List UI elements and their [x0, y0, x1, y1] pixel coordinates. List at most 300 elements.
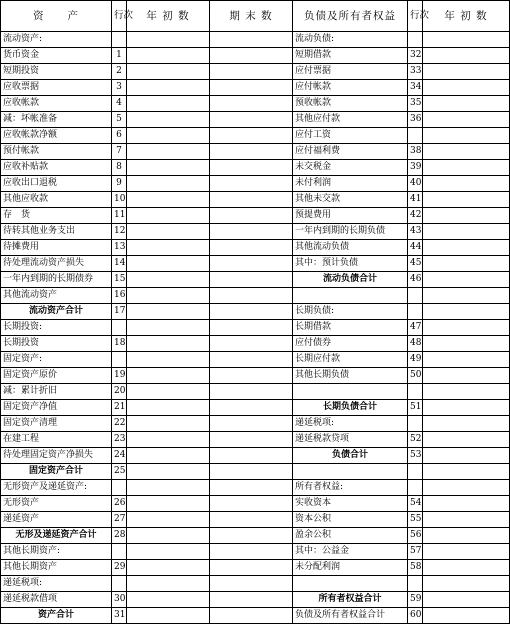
liability-item-label: 长期负债合计	[293, 400, 408, 416]
liability-item-label: 其中：公益金	[293, 544, 408, 560]
asset-item-label: 固定资产清理	[1, 416, 112, 432]
liability-begin-amount	[423, 592, 510, 608]
liability-begin-amount	[423, 176, 510, 192]
table-row	[1, 352, 510, 368]
asset-end-amount	[210, 336, 293, 352]
liability-line-number	[408, 464, 423, 480]
liability-begin-amount	[423, 560, 510, 576]
asset-end-amount	[210, 32, 293, 48]
asset-end-amount	[210, 560, 293, 576]
liability-begin-amount	[423, 144, 510, 160]
liability-line-number: 32	[408, 48, 423, 64]
asset-line-number: 18	[112, 336, 127, 352]
asset-item-label: 一年内到期的长期债券	[1, 272, 112, 288]
liability-item-label: 未分配利润	[293, 560, 408, 576]
liability-item-label: 未交税金	[293, 160, 408, 176]
liability-begin-amount	[423, 208, 510, 224]
liability-begin-amount	[423, 576, 510, 592]
asset-item-label: 固定资产:	[1, 352, 112, 368]
table-row	[1, 288, 510, 304]
asset-item-label: 递延税款借项	[1, 592, 112, 608]
asset-line-number: 7	[112, 144, 127, 160]
asset-line-number: 13	[112, 240, 127, 256]
asset-end-amount	[210, 608, 293, 624]
liability-line-number: 57	[408, 544, 423, 560]
header-begin-balance: 年 初 数	[127, 1, 210, 32]
asset-end-amount	[210, 416, 293, 432]
liability-line-number: 48	[408, 336, 423, 352]
asset-begin-amount	[127, 176, 210, 192]
table-row	[1, 416, 510, 432]
asset-end-amount	[210, 176, 293, 192]
header-assets: 资 产	[1, 1, 112, 32]
liability-item-label: 预收帐款	[293, 96, 408, 112]
table-row	[1, 240, 510, 256]
asset-begin-amount	[127, 352, 210, 368]
liability-item-label: 短期借款	[293, 48, 408, 64]
asset-begin-amount	[127, 192, 210, 208]
asset-line-number: 16	[112, 288, 127, 304]
asset-begin-amount	[127, 256, 210, 272]
asset-item-label: 减：累计折旧	[1, 384, 112, 400]
asset-item-label: 短期投资	[1, 64, 112, 80]
liability-item-label: 未付利润	[293, 176, 408, 192]
asset-line-number: 3	[112, 80, 127, 96]
asset-line-number: 17	[112, 304, 127, 320]
asset-end-amount	[210, 272, 293, 288]
asset-end-amount	[210, 144, 293, 160]
liability-line-number	[408, 32, 423, 48]
asset-end-amount	[210, 352, 293, 368]
liability-begin-amount	[423, 224, 510, 240]
asset-item-label: 货币资金	[1, 48, 112, 64]
liability-begin-amount	[423, 416, 510, 432]
asset-item-label: 应收帐款	[1, 96, 112, 112]
liability-begin-amount	[423, 464, 510, 480]
asset-item-label: 其他长期资产:	[1, 544, 112, 560]
liability-item-label	[293, 464, 408, 480]
liability-begin-amount	[423, 496, 510, 512]
liability-item-label: 应付工资	[293, 128, 408, 144]
liability-item-label: 其他应付款	[293, 112, 408, 128]
liability-line-number	[408, 384, 423, 400]
asset-line-number	[112, 544, 127, 560]
liability-item-label: 所有者权益合计	[293, 592, 408, 608]
table-row	[1, 320, 510, 336]
asset-item-label: 预付帐款	[1, 144, 112, 160]
asset-line-number: 4	[112, 96, 127, 112]
liability-begin-amount	[423, 64, 510, 80]
asset-end-amount	[210, 384, 293, 400]
liability-line-number: 49	[408, 352, 423, 368]
asset-begin-amount	[127, 608, 210, 624]
liability-line-number	[408, 576, 423, 592]
table-row	[1, 544, 510, 560]
liability-item-label: 其他未交款	[293, 192, 408, 208]
table-row	[1, 272, 510, 288]
asset-end-amount	[210, 304, 293, 320]
asset-end-amount	[210, 288, 293, 304]
liability-item-label: 流动负债:	[293, 32, 408, 48]
asset-item-label: 固定资产净值	[1, 400, 112, 416]
liability-line-number: 56	[408, 528, 423, 544]
asset-item-label: 应收帐款净额	[1, 128, 112, 144]
asset-begin-amount	[127, 160, 210, 176]
asset-end-amount	[210, 576, 293, 592]
asset-end-amount	[210, 160, 293, 176]
liability-line-number	[408, 480, 423, 496]
asset-item-label: 长期投资	[1, 336, 112, 352]
liability-item-label: 其他流动负债	[293, 240, 408, 256]
table-row	[1, 224, 510, 240]
header-row	[1, 1, 510, 32]
asset-begin-amount	[127, 304, 210, 320]
asset-end-amount	[210, 400, 293, 416]
liability-begin-amount	[423, 480, 510, 496]
table-row	[1, 192, 510, 208]
asset-begin-amount	[127, 336, 210, 352]
asset-line-number: 28	[112, 528, 127, 544]
asset-line-number: 8	[112, 160, 127, 176]
asset-line-number: 20	[112, 384, 127, 400]
table-row	[1, 48, 510, 64]
liability-line-number	[408, 128, 423, 144]
asset-item-label: 固定资产合计	[1, 464, 112, 480]
table-row	[1, 448, 510, 464]
asset-item-label: 应收补贴款	[1, 160, 112, 176]
asset-begin-amount	[127, 432, 210, 448]
liability-item-label: 流动负债合计	[293, 272, 408, 288]
asset-item-label: 待摊费用	[1, 240, 112, 256]
liability-begin-amount	[423, 336, 510, 352]
liability-begin-amount	[423, 608, 510, 624]
asset-item-label: 待处理固定资产净损失	[1, 448, 112, 464]
asset-begin-amount	[127, 128, 210, 144]
table-row	[1, 256, 510, 272]
table-row	[1, 96, 510, 112]
liability-line-number	[408, 288, 423, 304]
table-row	[1, 368, 510, 384]
asset-begin-amount	[127, 560, 210, 576]
liability-item-label: 一年内到期的长期负债	[293, 224, 408, 240]
table-row	[1, 32, 510, 48]
asset-line-number: 23	[112, 432, 127, 448]
asset-begin-amount	[127, 576, 210, 592]
header-line-no: 行次	[112, 1, 127, 32]
liability-line-number	[408, 304, 423, 320]
asset-end-amount	[210, 128, 293, 144]
liability-item-label: 递延税项:	[293, 416, 408, 432]
asset-line-number: 1	[112, 48, 127, 64]
asset-item-label: 应收出口退税	[1, 176, 112, 192]
liability-item-label: 递延税款贷项	[293, 432, 408, 448]
asset-end-amount	[210, 544, 293, 560]
header-begin-balance-2: 年 初 数	[423, 1, 510, 32]
liability-begin-amount	[423, 448, 510, 464]
asset-end-amount	[210, 80, 293, 96]
table-row	[1, 496, 510, 512]
asset-item-label: 其他长期资产	[1, 560, 112, 576]
liability-line-number: 53	[408, 448, 423, 464]
asset-item-label: 无形资产及递延资产:	[1, 480, 112, 496]
liability-line-number: 33	[408, 64, 423, 80]
liability-line-number: 58	[408, 560, 423, 576]
asset-line-number: 29	[112, 560, 127, 576]
liability-line-number	[408, 416, 423, 432]
liability-item-label: 长期应付款	[293, 352, 408, 368]
asset-line-number	[112, 320, 127, 336]
liability-begin-amount	[423, 272, 510, 288]
asset-item-label: 流动资产合计	[1, 304, 112, 320]
liability-line-number: 39	[408, 160, 423, 176]
liability-line-number: 60	[408, 608, 423, 624]
asset-end-amount	[210, 48, 293, 64]
asset-end-amount	[210, 592, 293, 608]
header-line-no-2: 行次	[408, 1, 423, 32]
asset-begin-amount	[127, 64, 210, 80]
asset-line-number: 10	[112, 192, 127, 208]
asset-item-label: 固定资产原价	[1, 368, 112, 384]
table-row	[1, 592, 510, 608]
asset-end-amount	[210, 96, 293, 112]
asset-begin-amount	[127, 512, 210, 528]
asset-item-label: 流动资产:	[1, 32, 112, 48]
liability-begin-amount	[423, 160, 510, 176]
asset-end-amount	[210, 224, 293, 240]
asset-begin-amount	[127, 272, 210, 288]
asset-end-amount	[210, 320, 293, 336]
liability-item-label	[293, 288, 408, 304]
asset-line-number	[112, 576, 127, 592]
table-row	[1, 176, 510, 192]
liability-item-label	[293, 384, 408, 400]
liability-item-label: 应付票据	[293, 64, 408, 80]
asset-line-number: 25	[112, 464, 127, 480]
asset-end-amount	[210, 512, 293, 528]
liability-item-label: 实收资本	[293, 496, 408, 512]
asset-item-label: 无形及递延资产合计	[1, 528, 112, 544]
asset-item-label: 资产合计	[1, 608, 112, 624]
liability-item-label: 预提费用	[293, 208, 408, 224]
liability-item-label: 资本公积	[293, 512, 408, 528]
asset-begin-amount	[127, 208, 210, 224]
liability-begin-amount	[423, 48, 510, 64]
asset-line-number: 31	[112, 608, 127, 624]
asset-item-label: 应收票据	[1, 80, 112, 96]
table-row	[1, 608, 510, 624]
liability-item-label: 应付债券	[293, 336, 408, 352]
asset-end-amount	[210, 240, 293, 256]
liability-begin-amount	[423, 400, 510, 416]
asset-begin-amount	[127, 480, 210, 496]
asset-begin-amount	[127, 224, 210, 240]
liability-begin-amount	[423, 240, 510, 256]
header-end-balance: 期 末 数	[210, 1, 293, 32]
asset-line-number	[112, 480, 127, 496]
liability-item-label	[293, 576, 408, 592]
liability-item-label: 盈余公积	[293, 528, 408, 544]
liability-item-label: 长期借款	[293, 320, 408, 336]
liability-begin-amount	[423, 256, 510, 272]
liability-begin-amount	[423, 544, 510, 560]
liability-begin-amount	[423, 288, 510, 304]
table-row	[1, 400, 510, 416]
liability-line-number: 47	[408, 320, 423, 336]
asset-end-amount	[210, 64, 293, 80]
liability-item-label: 负债及所有者权益合计	[293, 608, 408, 624]
liability-item-label: 长期负债:	[293, 304, 408, 320]
liability-line-number: 54	[408, 496, 423, 512]
liability-item-label: 应付帐款	[293, 80, 408, 96]
asset-item-label: 在建工程	[1, 432, 112, 448]
asset-end-amount	[210, 208, 293, 224]
liability-line-number: 46	[408, 272, 423, 288]
table-row	[1, 304, 510, 320]
asset-line-number: 9	[112, 176, 127, 192]
asset-line-number: 21	[112, 400, 127, 416]
asset-end-amount	[210, 448, 293, 464]
table-row	[1, 80, 510, 96]
asset-item-label: 待转其他业务支出	[1, 224, 112, 240]
liability-line-number: 51	[408, 400, 423, 416]
asset-end-amount	[210, 480, 293, 496]
liability-begin-amount	[423, 320, 510, 336]
liability-line-number: 40	[408, 176, 423, 192]
asset-line-number: 5	[112, 112, 127, 128]
asset-end-amount	[210, 368, 293, 384]
asset-item-label: 其他流动资产	[1, 288, 112, 304]
table-row	[1, 560, 510, 576]
liability-line-number: 45	[408, 256, 423, 272]
asset-begin-amount	[127, 144, 210, 160]
liability-line-number: 55	[408, 512, 423, 528]
asset-line-number: 24	[112, 448, 127, 464]
liability-begin-amount	[423, 128, 510, 144]
liability-begin-amount	[423, 352, 510, 368]
table-row	[1, 336, 510, 352]
table-row	[1, 528, 510, 544]
asset-end-amount	[210, 192, 293, 208]
asset-line-number: 14	[112, 256, 127, 272]
asset-item-label: 其他应收款	[1, 192, 112, 208]
asset-line-number: 27	[112, 512, 127, 528]
asset-begin-amount	[127, 464, 210, 480]
asset-line-number	[112, 32, 127, 48]
liability-line-number: 38	[408, 144, 423, 160]
asset-begin-amount	[127, 544, 210, 560]
asset-begin-amount	[127, 384, 210, 400]
table-row	[1, 112, 510, 128]
asset-begin-amount	[127, 48, 210, 64]
liability-item-label: 所有者权益:	[293, 480, 408, 496]
asset-begin-amount	[127, 32, 210, 48]
asset-line-number: 6	[112, 128, 127, 144]
liability-begin-amount	[423, 432, 510, 448]
asset-item-label: 长期投资:	[1, 320, 112, 336]
asset-end-amount	[210, 464, 293, 480]
asset-begin-amount	[127, 288, 210, 304]
asset-begin-amount	[127, 528, 210, 544]
asset-begin-amount	[127, 448, 210, 464]
asset-line-number: 22	[112, 416, 127, 432]
table-row	[1, 432, 510, 448]
table-row	[1, 160, 510, 176]
liability-begin-amount	[423, 112, 510, 128]
liability-begin-amount	[423, 32, 510, 48]
liability-begin-amount	[423, 528, 510, 544]
table-row	[1, 384, 510, 400]
header-liabilities-equity: 负债及所有者权益	[293, 1, 408, 32]
table-row	[1, 64, 510, 80]
asset-line-number: 12	[112, 224, 127, 240]
asset-begin-amount	[127, 416, 210, 432]
table-row	[1, 480, 510, 496]
asset-end-amount	[210, 432, 293, 448]
liability-begin-amount	[423, 384, 510, 400]
liability-line-number: 36	[408, 112, 423, 128]
asset-begin-amount	[127, 368, 210, 384]
liability-line-number: 43	[408, 224, 423, 240]
liability-line-number: 59	[408, 592, 423, 608]
asset-begin-amount	[127, 112, 210, 128]
asset-end-amount	[210, 112, 293, 128]
asset-line-number: 19	[112, 368, 127, 384]
table-row	[1, 128, 510, 144]
asset-begin-amount	[127, 240, 210, 256]
liability-begin-amount	[423, 368, 510, 384]
asset-begin-amount	[127, 400, 210, 416]
table-row	[1, 512, 510, 528]
liability-begin-amount	[423, 512, 510, 528]
liability-line-number: 41	[408, 192, 423, 208]
asset-end-amount	[210, 256, 293, 272]
asset-item-label: 递延资产	[1, 512, 112, 528]
liability-item-label: 其中：预计负债	[293, 256, 408, 272]
liability-line-number: 35	[408, 96, 423, 112]
table-row	[1, 208, 510, 224]
liability-line-number: 42	[408, 208, 423, 224]
asset-end-amount	[210, 528, 293, 544]
liability-begin-amount	[423, 80, 510, 96]
asset-line-number: 11	[112, 208, 127, 224]
asset-begin-amount	[127, 592, 210, 608]
liability-line-number: 52	[408, 432, 423, 448]
asset-item-label: 减：坏帐准备	[1, 112, 112, 128]
asset-begin-amount	[127, 496, 210, 512]
liability-line-number: 34	[408, 80, 423, 96]
asset-begin-amount	[127, 320, 210, 336]
asset-item-label: 待处理流动资产损失	[1, 256, 112, 272]
liability-item-label: 应付福利费	[293, 144, 408, 160]
liability-begin-amount	[423, 192, 510, 208]
asset-line-number	[112, 352, 127, 368]
asset-line-number: 30	[112, 592, 127, 608]
asset-line-number: 15	[112, 272, 127, 288]
liability-line-number: 50	[408, 368, 423, 384]
table-row	[1, 464, 510, 480]
liability-line-number: 44	[408, 240, 423, 256]
asset-line-number: 2	[112, 64, 127, 80]
asset-item-label: 存 货	[1, 208, 112, 224]
asset-item-label: 递延税项:	[1, 576, 112, 592]
liability-item-label: 其他长期负债	[293, 368, 408, 384]
liability-begin-amount	[423, 304, 510, 320]
table-row	[1, 144, 510, 160]
liability-item-label: 负债合计	[293, 448, 408, 464]
asset-line-number: 26	[112, 496, 127, 512]
asset-begin-amount	[127, 96, 210, 112]
asset-end-amount	[210, 496, 293, 512]
